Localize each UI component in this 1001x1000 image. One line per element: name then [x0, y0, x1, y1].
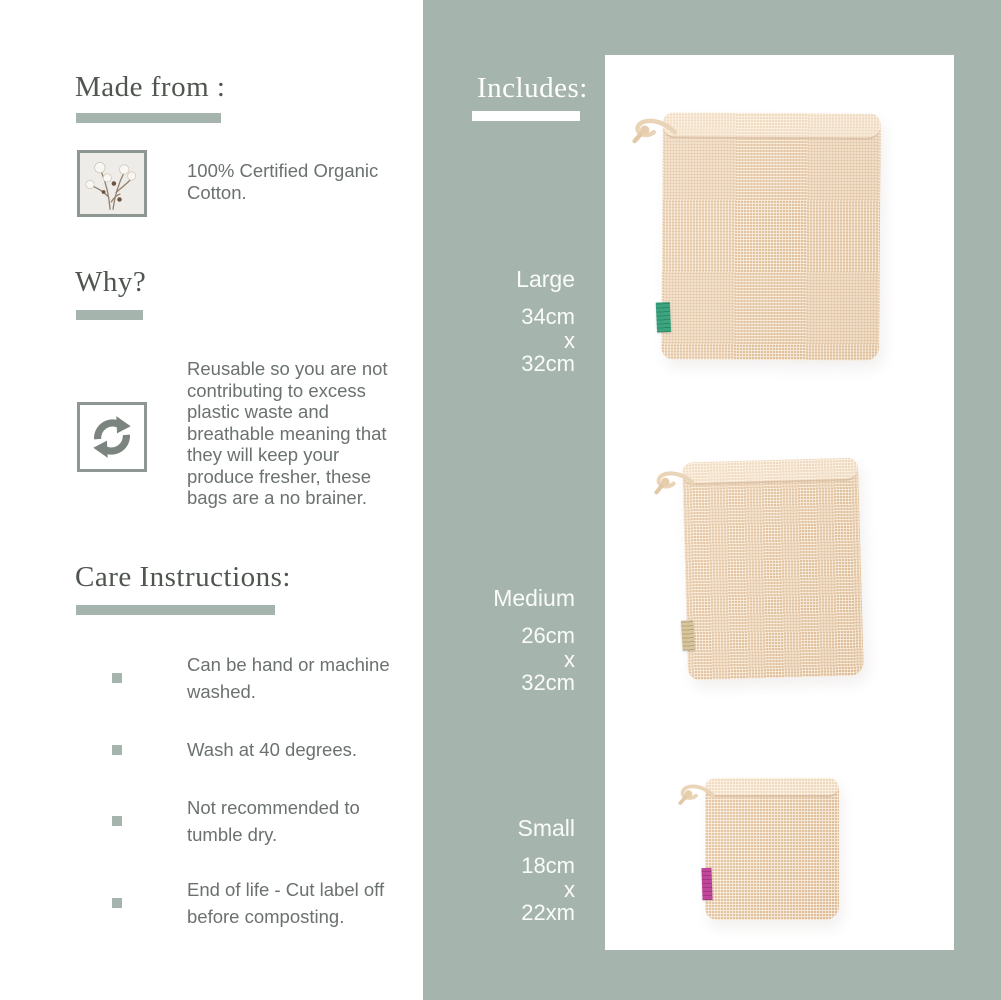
size-height: 32cm: [521, 670, 575, 695]
square-bullet-icon: [112, 816, 122, 826]
bag-drawstring-casing: [663, 112, 881, 140]
made-from-underline: [76, 113, 221, 123]
size-width: 34cm: [521, 304, 575, 329]
care-item: [112, 876, 402, 930]
care-item-text: Can be hand or machine washed.: [187, 654, 390, 702]
care-underline: [76, 605, 275, 615]
cotton-plant-icon: [82, 155, 142, 212]
care-instructions-heading: Care Instructions:: [75, 561, 291, 593]
made-from-body: 100% Certified Organic Cotton.: [187, 160, 379, 203]
drawstring-knot-icon: [631, 114, 677, 151]
care-item: [112, 736, 402, 763]
why-underline: [76, 310, 143, 320]
care-item-text: Wash at 40 degrees.: [187, 739, 358, 760]
small-mesh-bag-photo: [705, 778, 839, 920]
square-bullet-icon: [112, 898, 122, 908]
medium-bag-brand-tag: [681, 620, 695, 651]
small-size-caption: [517, 815, 575, 925]
drawstring-knot-icon: [677, 780, 715, 813]
size-width: 18cm: [521, 853, 575, 878]
size-name: Large: [516, 266, 575, 292]
size-name: Small: [517, 815, 575, 841]
medium-size-caption: [493, 585, 575, 695]
care-item: [112, 794, 402, 848]
size-separator: x: [564, 327, 575, 353]
square-bullet-icon: [112, 673, 122, 683]
why-body: Reusable so you are not contributing to excess plastic waste and breathable meaning that they will keep your produce fresher, these bags are a no brainer.: [187, 358, 388, 508]
why-heading: Why?: [75, 266, 147, 298]
made-from-heading: Made from :: [75, 71, 226, 103]
size-height: 32cm: [521, 351, 575, 376]
product-photo-panel: [605, 55, 954, 950]
large-bag-brand-tag: [656, 302, 671, 333]
bag-drawstring-casing: [682, 458, 859, 486]
recycle-arrows-icon: [89, 414, 135, 460]
size-separator: x: [564, 646, 575, 672]
small-bag-brand-tag: [701, 868, 712, 900]
cotton-photo-frame: [77, 150, 147, 217]
size-separator: x: [564, 876, 575, 902]
size-width: 26cm: [521, 623, 575, 648]
recycle-icon-frame: [77, 402, 147, 472]
size-name: Medium: [493, 585, 575, 611]
includes-underline: [472, 111, 580, 121]
drawstring-knot-icon: [652, 466, 695, 502]
bag-drawstring-casing: [705, 778, 839, 797]
square-bullet-icon: [112, 745, 122, 755]
care-item-text: Not recommended to tumble dry.: [187, 797, 360, 845]
large-size-caption: [516, 266, 575, 376]
size-height: 22xm: [521, 900, 575, 925]
care-item: [112, 651, 402, 705]
includes-heading: Includes:: [477, 72, 588, 104]
large-mesh-bag-photo: [661, 112, 881, 361]
care-item-text: End of life - Cut label off before composting.: [187, 879, 385, 927]
medium-mesh-bag-photo: [682, 458, 864, 681]
